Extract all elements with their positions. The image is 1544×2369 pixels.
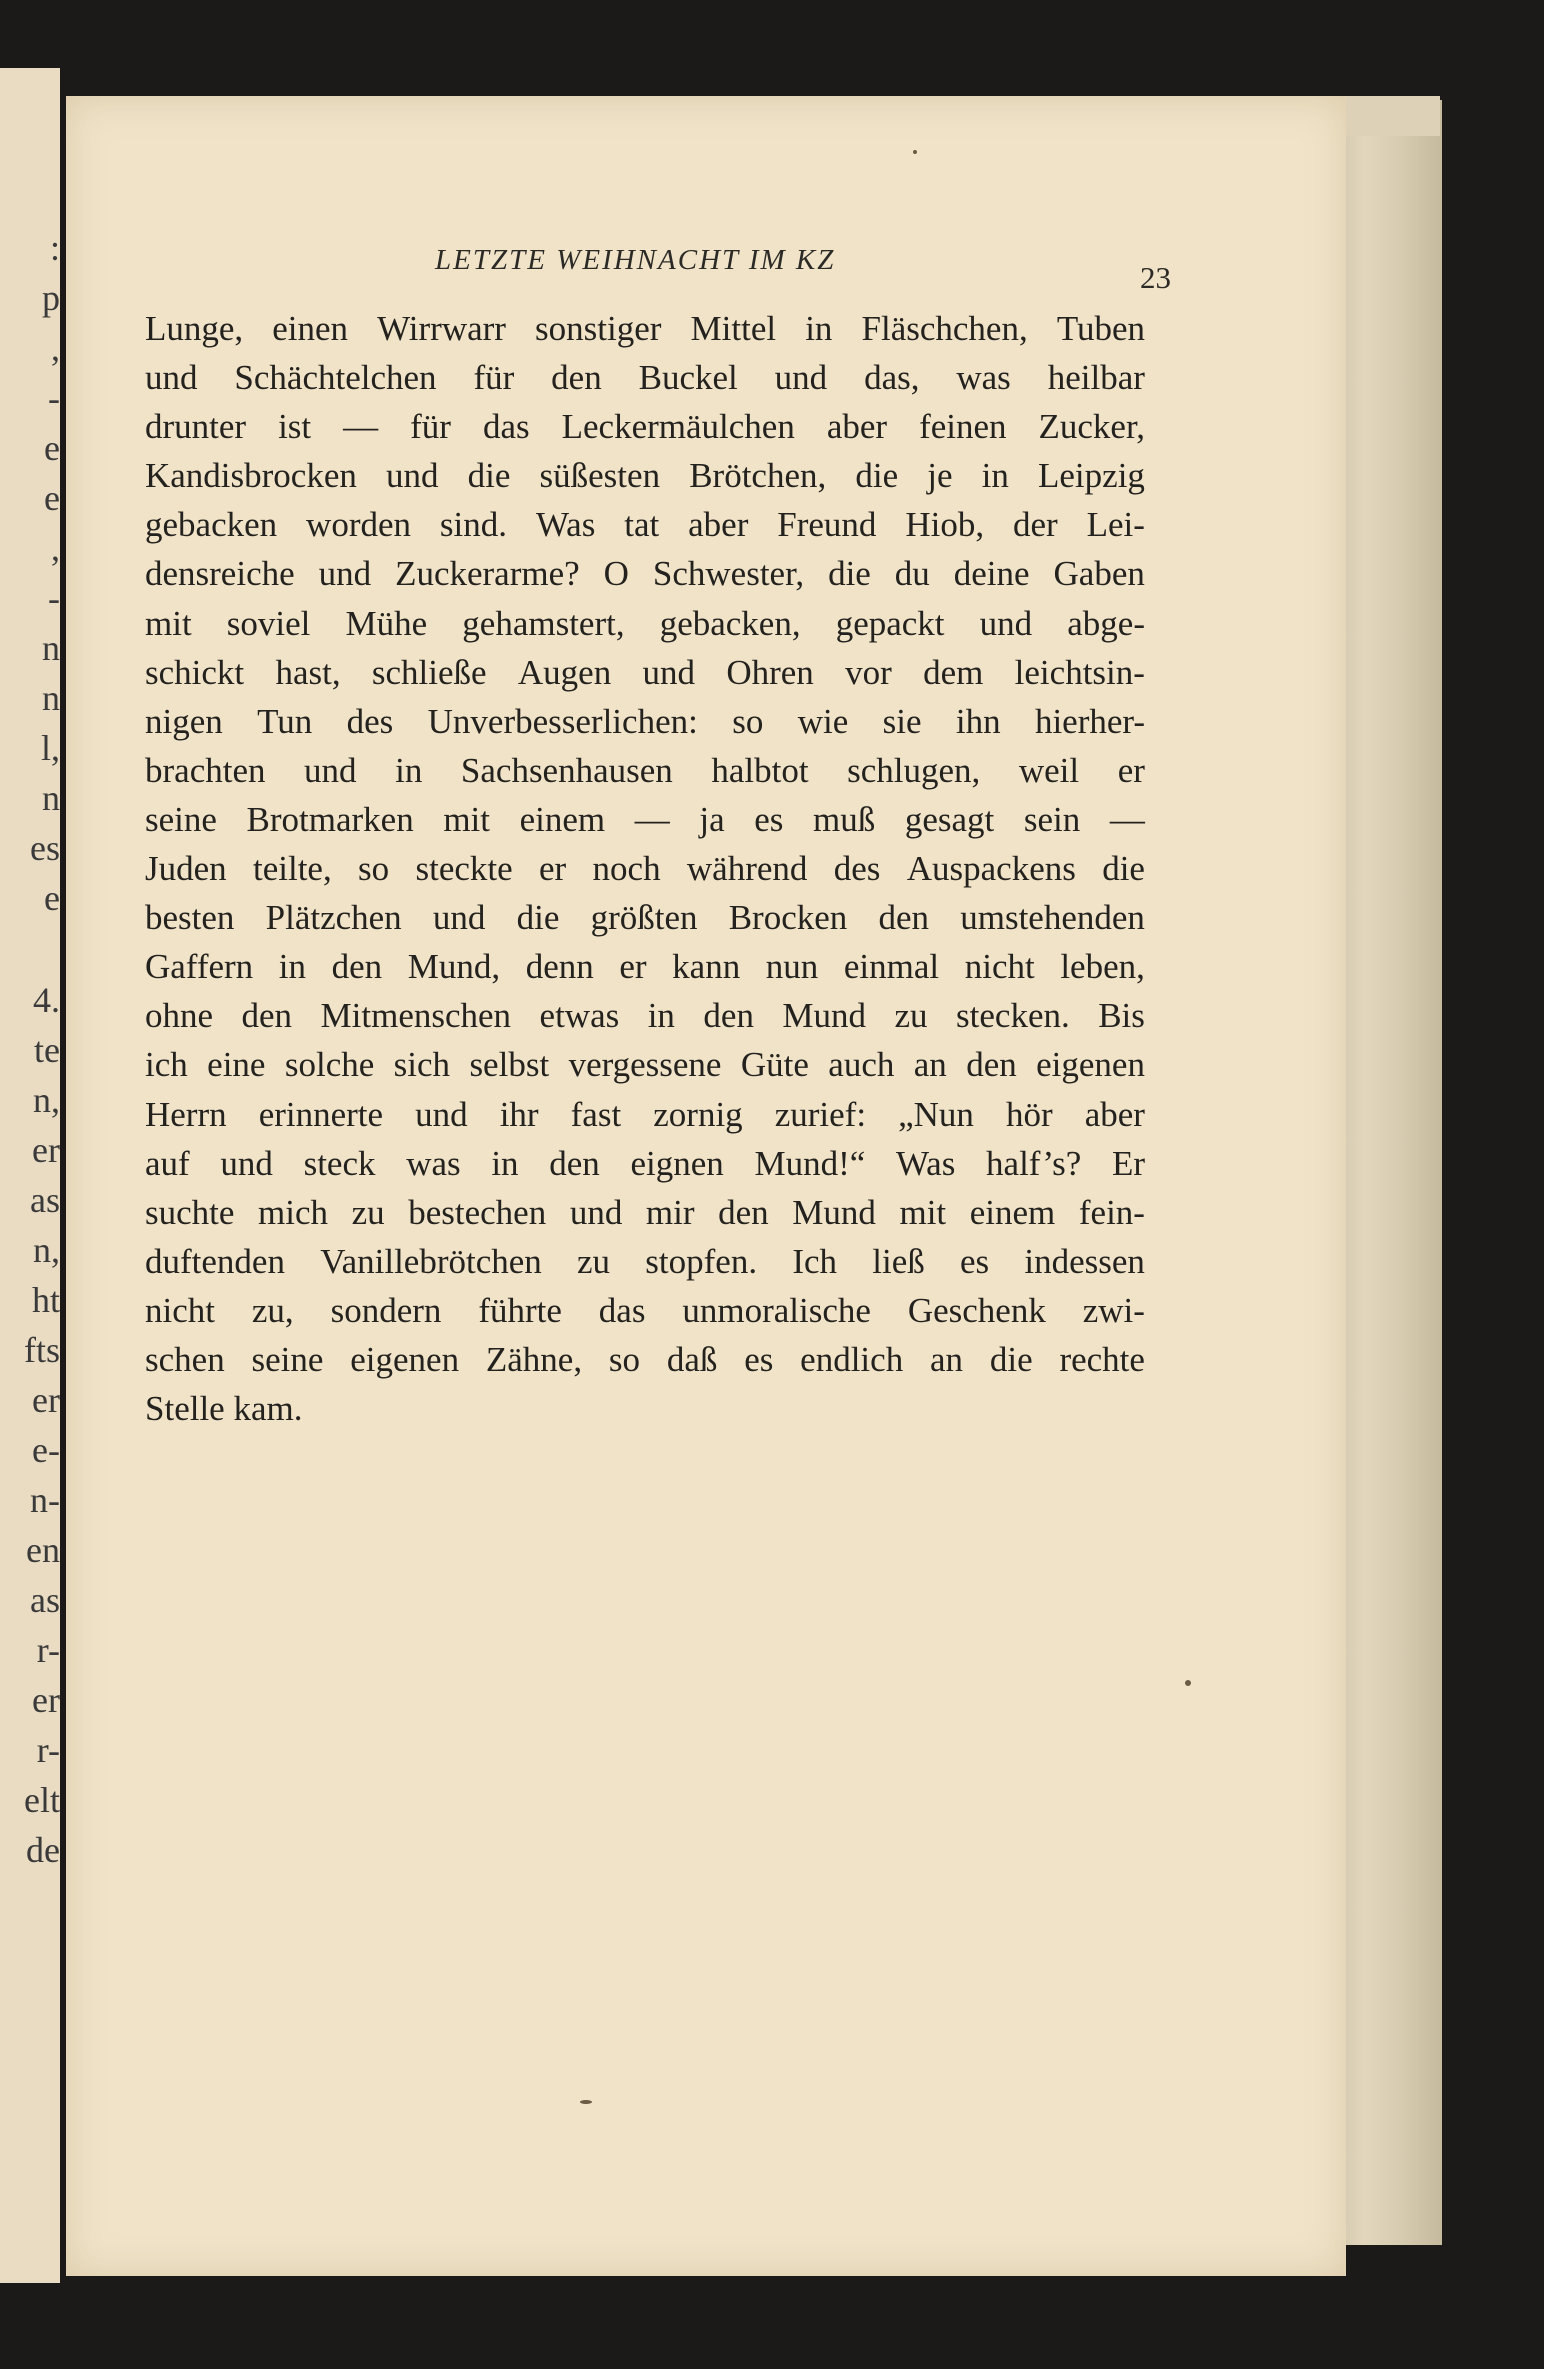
- paper-speck: [1185, 1680, 1191, 1686]
- text-line: gebacken worden sind. Was tat aber Freund Hiob, der Lei-: [145, 505, 1145, 545]
- previous-page-fragment: l,: [40, 728, 60, 768]
- previous-page-fragment: de: [26, 1830, 60, 1870]
- text-line: Lunge, einen Wirrwarr sonstiger Mittel in Fläschchen, Tuben: [145, 309, 1145, 348]
- previous-page-fragment: :: [49, 228, 60, 268]
- previous-page-fragment: 4.: [33, 980, 60, 1020]
- previous-page-fragment: elt: [24, 1780, 60, 1820]
- previous-page-fragment: te: [34, 1030, 60, 1070]
- previous-page-fragment: -: [48, 578, 60, 618]
- paper-speck: [580, 2100, 592, 2104]
- previous-page-fragment: e: [44, 478, 60, 518]
- page-stack-edge: [1330, 100, 1442, 2245]
- text-line: Gaffern in den Mund, denn er kann nun einmal nicht leben,: [145, 947, 1145, 987]
- previous-page-fragment: as: [30, 1580, 60, 1620]
- previous-page-fragment: e: [44, 428, 60, 468]
- previous-page-fragment: r-: [36, 1730, 60, 1770]
- previous-page-fragment: ht: [31, 1280, 60, 1320]
- previous-page-fragment: er: [32, 1130, 60, 1170]
- text-line: schickt hast, schließe Augen und Ohren vor dem leichtsin-: [145, 652, 1145, 692]
- text-line: ohne den Mitmenschen etwas in den Mund zu stecken. Bis: [145, 996, 1145, 1036]
- previous-page-fragment: e: [44, 878, 60, 918]
- previous-page-fragment: p: [42, 278, 60, 318]
- previous-page-fragment: n-: [30, 1480, 60, 1520]
- text-line: schen seine eigenen Zähne, so daß es endlich an die rechte: [145, 1339, 1145, 1379]
- text-line: seine Brotmarken mit einem — ja es muß gesagt sein —: [145, 799, 1145, 839]
- previous-page-fragment: en: [26, 1530, 60, 1570]
- text-line: besten Plätzchen und die größten Brocken den umstehenden: [145, 898, 1145, 938]
- page-stack-top: [1340, 96, 1440, 136]
- text-line: brachten und in Sachsenhausen halbtot schlugen, weil er: [145, 750, 1145, 790]
- previous-page-fragment: ,: [51, 528, 60, 568]
- previous-page-fragment: e-: [32, 1430, 60, 1470]
- previous-page-fragment: n,: [33, 1230, 60, 1270]
- previous-page-fragment: ,: [51, 328, 60, 368]
- text-line: und Schächtelchen für den Buckel und das, was heilbar: [145, 358, 1145, 398]
- text-line: nicht zu, sondern führte das unmoralische Geschenk zwi-: [145, 1290, 1145, 1330]
- previous-page-fragment: r-: [36, 1630, 60, 1670]
- text-line: Stelle kam.: [145, 1389, 303, 1429]
- previous-page-fragment: n: [42, 778, 60, 818]
- previous-page-fragment: as: [30, 1180, 60, 1220]
- previous-page-fragment: fts: [24, 1330, 60, 1370]
- text-line: nigen Tun des Unverbesserlichen: so wie sie ihn hierher-: [145, 701, 1145, 741]
- text-line: Kandisbrocken und die süßesten Brötchen, die je in Leipzig: [145, 456, 1145, 496]
- previous-page-fragment: er: [32, 1380, 60, 1420]
- text-line: suchte mich zu bestechen und mir den Mund mit einem fein-: [145, 1192, 1145, 1232]
- previous-page-fragment: n: [42, 628, 60, 668]
- body-text: [145, 304, 1145, 1433]
- text-line: Juden teilte, so steckte er noch während des Auspackens die: [145, 849, 1145, 889]
- page-header: [145, 244, 1145, 284]
- previous-page-fragment: n: [42, 678, 60, 718]
- text-line: duftenden Vanillebrötchen zu stopfen. Ich ließ es indessen: [145, 1241, 1145, 1281]
- text-line: densreiche und Zuckerarme? O Schwester, die du deine Gaben: [145, 554, 1145, 594]
- text-line: Herrn erinnerte und ihr fast zornig zurief: „Nun hör aber: [145, 1094, 1145, 1134]
- previous-page-fragment: es: [30, 828, 60, 868]
- text-line: drunter ist — für das Leckermäulchen aber feinen Zucker,: [145, 407, 1145, 447]
- previous-page-edge: [0, 68, 60, 2283]
- previous-page-fragment: -: [48, 378, 60, 418]
- previous-page-fragment: er: [32, 1680, 60, 1720]
- text-line: ich eine solche sich selbst vergessene Güte auch an den eigenen: [145, 1045, 1145, 1085]
- text-line: auf und steck was in den eignen Mund!“ Was half’s? Er: [145, 1143, 1145, 1183]
- paper-speck: [913, 150, 917, 154]
- page-number: 23: [1140, 260, 1171, 295]
- text-line: mit soviel Mühe gehamstert, gebacken, gepackt und abge-: [145, 603, 1145, 643]
- previous-page-fragment: n,: [33, 1080, 60, 1120]
- running-head: LETZTE WEIHNACHT IM KZ: [435, 244, 836, 276]
